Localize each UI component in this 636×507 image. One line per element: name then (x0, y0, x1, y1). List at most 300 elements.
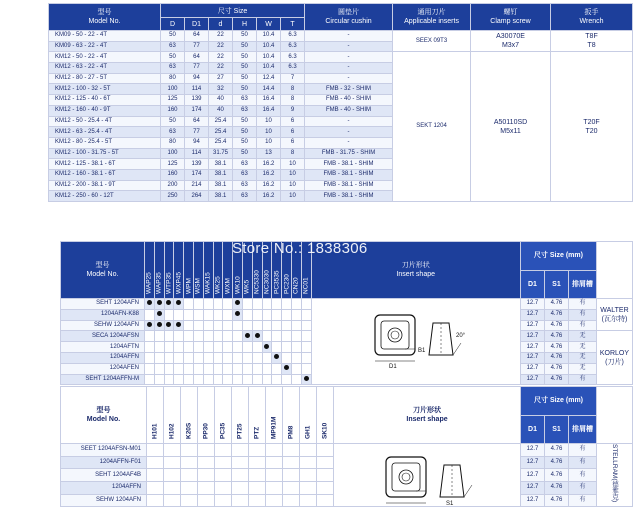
value-cell: 31.75 (209, 148, 233, 159)
grade-header (266, 387, 283, 444)
model-cell: KM12 - 80 - 27 - 5T (49, 73, 161, 84)
grade-cell (145, 309, 155, 320)
grade-cell (252, 374, 262, 385)
value-cell: 6.3 (281, 52, 305, 63)
grade-cell (203, 374, 213, 385)
grade-header (317, 387, 334, 444)
grade-cell (213, 374, 223, 385)
grade-cell (252, 309, 262, 320)
value-cell: 6.3 (281, 63, 305, 74)
grade-cell (282, 299, 292, 310)
value-cell: 160 (161, 169, 185, 180)
model-cell: KM12 - 100 - 31.75 - 5T (49, 148, 161, 159)
brand-walter: WALTER (瓦尔特) (596, 299, 632, 331)
d1-cell: 12.7 (520, 320, 544, 331)
grade-cell (213, 363, 223, 374)
grade-cell (262, 320, 272, 331)
model-cell: 1204AFEN (61, 363, 145, 374)
value-cell: 50 (161, 31, 185, 42)
value-cell: 10 (257, 127, 281, 138)
availability-dot (147, 322, 152, 327)
value-cell: 160 (161, 105, 185, 116)
grade-cell (213, 342, 223, 353)
size-header: 尺寸 Size (mm) D1 S1 排屑槽 (521, 387, 597, 444)
grade-cell (164, 309, 174, 320)
grade-cell (174, 342, 184, 353)
wrench-cell (551, 31, 633, 52)
grade-cell (242, 309, 252, 320)
value-cell: 25.4 (209, 137, 233, 148)
value-cell: 27 (209, 73, 233, 84)
clamp-screw-cell (471, 52, 551, 202)
grade-cell (283, 456, 300, 469)
grade-cell (203, 363, 213, 374)
availability-dot (235, 311, 240, 316)
value-cell: 8 (281, 95, 305, 106)
grade-cell (193, 374, 203, 385)
model-cell: 1204AFTN (61, 342, 145, 353)
value-cell: FMB - 40 - SHIM (305, 95, 393, 106)
model-cell: 1204AFFN-F01 (61, 456, 147, 469)
grade-cell (154, 363, 164, 374)
value-cell: 114 (185, 84, 209, 95)
screw-header: 螺钉 Clamp screw (471, 4, 551, 31)
model-cell: SEHT 1204AFN (61, 299, 145, 310)
grade-label: NC01 (302, 277, 310, 294)
grade-cell (291, 309, 301, 320)
availability-dot (157, 300, 162, 305)
grade-cell (164, 331, 174, 342)
model-cell: SEHW 1204AFN (61, 320, 145, 331)
value-cell: 40 (209, 95, 233, 106)
grade-cell (147, 469, 164, 482)
grade-cell (154, 331, 164, 342)
value-cell: FMB - 38.1 - SHIM (305, 159, 393, 170)
d1-cell: 12.7 (520, 331, 544, 342)
value-cell: 94 (185, 137, 209, 148)
wrench-secondary: T20 (585, 127, 598, 135)
grade-cell (301, 320, 311, 331)
grade-cell (301, 309, 311, 320)
grade-cell (242, 363, 252, 374)
brand-header (596, 242, 632, 299)
grade-cell (233, 299, 243, 310)
grade-label: WK25 (214, 276, 222, 294)
screw-part-no: A30070E (496, 33, 525, 41)
grade-cell (249, 494, 266, 507)
grade-label: PC35 (219, 422, 227, 439)
grade-cell (223, 352, 233, 363)
value-cell: 77 (185, 63, 209, 74)
value-cell: 50 (233, 127, 257, 138)
value-cell: 50 (233, 31, 257, 42)
grade-cell (145, 374, 155, 385)
table-row (61, 299, 633, 310)
grade-cell (203, 331, 213, 342)
grade-cell (145, 331, 155, 342)
s1-cell: 4.76 (545, 456, 569, 469)
model-cell: KM12 - 125 - 40 - 6T (49, 95, 161, 106)
model-cell: SECA 1204AFSN (61, 331, 145, 342)
model-cell: KM12 - 80 - 25.4 - 5T (49, 137, 161, 148)
table-row (49, 31, 633, 42)
grade-cell (181, 456, 198, 469)
d1-cell: 12.7 (521, 481, 545, 494)
value-cell: 63 (233, 180, 257, 191)
grade-cell (193, 363, 203, 374)
grade-cell (184, 331, 194, 342)
grade-cell (252, 320, 262, 331)
value-cell: 6 (281, 137, 305, 148)
grade-cell (184, 342, 194, 353)
model-cell: KM12 - 100 - 32 - 5T (49, 84, 161, 95)
grade-cell (154, 352, 164, 363)
value-cell: 16.2 (257, 159, 281, 170)
value-cell: 7 (281, 73, 305, 84)
grade-cell (291, 299, 301, 310)
grade-cell (184, 352, 194, 363)
grade-header (181, 387, 198, 444)
value-cell: 100 (161, 148, 185, 159)
value-cell: 50 (233, 137, 257, 148)
availability-dot (166, 322, 171, 327)
grade-cell (174, 299, 184, 310)
grade-cell (252, 299, 262, 310)
s1-cell: 4.76 (545, 494, 569, 507)
value-cell: 16.2 (257, 180, 281, 191)
s1-cell: 4.76 (544, 374, 568, 385)
value-cell: 64 (185, 116, 209, 127)
value-cell: 80 (161, 73, 185, 84)
chip-cell: 有 (569, 481, 597, 494)
grade-cell (164, 342, 174, 353)
insert-shape-header: 刀片形状 Insert shape (311, 242, 520, 299)
value-cell: 50 (233, 84, 257, 95)
grade-cell (213, 331, 223, 342)
grade-cell (249, 456, 266, 469)
grade-cell (317, 494, 334, 507)
value-cell: 63 (161, 63, 185, 74)
value-cell: 22 (209, 52, 233, 63)
grade-cell (282, 352, 292, 363)
value-cell: 264 (185, 191, 209, 202)
availability-dot (176, 322, 181, 327)
grade-cell (232, 481, 249, 494)
grade-cell (154, 309, 164, 320)
value-cell: 125 (161, 159, 185, 170)
model-header: 型号 Model No. (61, 387, 147, 444)
s1-cell: 4.76 (545, 481, 569, 494)
grade-cell (317, 481, 334, 494)
d1-header: D1 (521, 271, 545, 298)
grade-cell (272, 320, 282, 331)
availability-dot (157, 322, 162, 327)
value-cell: 16.4 (257, 95, 281, 106)
grade-label: NC3030 (263, 270, 271, 294)
grade-cell (282, 363, 292, 374)
chip-cell: 无 (568, 352, 596, 363)
chip-cell: 有 (569, 469, 597, 482)
grade-cell (193, 309, 203, 320)
value-cell: 94 (185, 73, 209, 84)
applicable-insert-cell: SEKT 1204 (393, 52, 471, 202)
grade-cell (291, 331, 301, 342)
grade-cell (145, 363, 155, 374)
value-cell: - (305, 41, 393, 52)
value-cell: 22 (209, 31, 233, 42)
chip-cell: 有 (568, 299, 596, 310)
model-cell: KM12 - 63 - 22 - 4T (49, 63, 161, 74)
grade-label: WXP45 (175, 271, 183, 294)
grade-cell (181, 494, 198, 507)
grade-cell (262, 309, 272, 320)
value-cell: 77 (185, 127, 209, 138)
d1-cell: 12.7 (521, 494, 545, 507)
grade-label: CN20 (292, 277, 300, 294)
value-cell: FMB - 38.1 - SHIM (305, 169, 393, 180)
grade-label: WXM (224, 278, 232, 294)
s1-header: S1 (545, 416, 569, 443)
model-cell: 1204AFN-K88 (61, 309, 145, 320)
grade-cell (164, 444, 181, 457)
dim-h-header: H (233, 18, 257, 31)
grade-label: WTP35 (165, 272, 173, 294)
grade-cell (266, 494, 283, 507)
grade-cell (232, 469, 249, 482)
grade-cell (164, 456, 181, 469)
brand-header (597, 387, 633, 444)
grade-cell (300, 456, 317, 469)
value-cell: 13 (257, 148, 281, 159)
wrench-primary: T20F (583, 118, 600, 126)
d1-cell: 12.7 (520, 342, 544, 353)
grade-label: SK10 (321, 422, 329, 439)
grade-cell (184, 363, 194, 374)
grade-label: NC5330 (253, 270, 261, 294)
model-cell: KM12 - 50 - 22 - 4T (49, 52, 161, 63)
d1-cell: 12.7 (520, 309, 544, 320)
grade-cell (164, 352, 174, 363)
grade-header (174, 242, 184, 299)
value-cell: 63 (161, 127, 185, 138)
model-cell: SEHT 1204AF4B (61, 469, 147, 482)
grade-cell (301, 299, 311, 310)
grade-cell (147, 481, 164, 494)
grade-cell (317, 469, 334, 482)
grade-cell (252, 342, 262, 353)
grade-cell (203, 320, 213, 331)
value-cell: 10.4 (257, 52, 281, 63)
grade-cell (282, 331, 292, 342)
grade-cell (262, 352, 272, 363)
chip-cell: 有 (568, 320, 596, 331)
availability-dot (304, 376, 309, 381)
value-cell: 22 (209, 63, 233, 74)
s1-cell: 4.76 (544, 299, 568, 310)
value-cell: 10 (257, 137, 281, 148)
grade-cell (282, 320, 292, 331)
value-cell: 6.3 (281, 41, 305, 52)
value-cell: 10 (281, 159, 305, 170)
model-cell: SEHW 1204AFN (61, 494, 147, 507)
grade-cell (223, 309, 233, 320)
grade-cell (193, 320, 203, 331)
value-cell: 32 (209, 84, 233, 95)
grade-cell (181, 481, 198, 494)
grade-cell (198, 469, 215, 482)
grade-header (232, 387, 249, 444)
grade-cell (164, 469, 181, 482)
value-cell: 8 (281, 84, 305, 95)
grade-cell (272, 342, 282, 353)
applicable-insert-cell: SEEX 09T3 (393, 31, 471, 52)
availability-dot (255, 333, 260, 338)
grade-cell (164, 374, 174, 385)
grade-cell (154, 299, 164, 310)
availability-dot (284, 365, 289, 370)
grade-label: PP30 (202, 423, 210, 439)
grade-cell (262, 299, 272, 310)
grade-cell (262, 363, 272, 374)
grade-cell (272, 309, 282, 320)
value-cell: 9 (281, 105, 305, 116)
d1-cell: 12.7 (520, 374, 544, 385)
value-cell: 10.4 (257, 63, 281, 74)
grade-cell (233, 363, 243, 374)
grade-cell (213, 299, 223, 310)
grade-cell (242, 342, 252, 353)
grade-header (300, 387, 317, 444)
screw-size: M5x11 (500, 127, 521, 135)
grade-cell (215, 444, 232, 457)
screw-part-no: A50110SD (493, 118, 528, 126)
availability-dot (264, 344, 269, 349)
grade-cell (232, 456, 249, 469)
value-cell: 50 (161, 52, 185, 63)
grade-label: PC3535 (273, 270, 281, 294)
grade-cell (193, 331, 203, 342)
value-cell: 22 (209, 41, 233, 52)
grade-cell (145, 352, 155, 363)
grade-cell (301, 331, 311, 342)
grade-cell (184, 299, 194, 310)
grade-header (145, 242, 155, 299)
value-cell: 16.4 (257, 105, 281, 116)
grade-label: H102 (168, 423, 176, 439)
grade-cell (147, 456, 164, 469)
s1-cell: 4.76 (544, 331, 568, 342)
grade-cell (181, 444, 198, 457)
grade-cell (193, 342, 203, 353)
value-cell: - (305, 52, 393, 63)
grade-cell (233, 331, 243, 342)
grade-cell (193, 299, 203, 310)
grade-cell (223, 299, 233, 310)
value-cell: FMB - 31.75 - SHIM (305, 148, 393, 159)
grade-label: WK5 (243, 279, 251, 294)
grade-cell (145, 342, 155, 353)
grade-label: WAP25 (145, 272, 153, 294)
grade-cell (262, 331, 272, 342)
value-cell: - (305, 116, 393, 127)
value-cell: 139 (185, 159, 209, 170)
grade-cell (242, 320, 252, 331)
grade-cell (232, 444, 249, 457)
value-cell: 6 (281, 116, 305, 127)
grade-cell (266, 469, 283, 482)
dim-d-small-header: d (209, 18, 233, 31)
grade-cell (282, 309, 292, 320)
s1-cell: 4.76 (544, 342, 568, 353)
chip-cell: 无 (568, 342, 596, 353)
stellram-insert-table (60, 386, 633, 507)
grade-label: GH1 (304, 425, 312, 439)
chip-cell: 有 (569, 494, 597, 507)
grade-cell (145, 299, 155, 310)
value-cell: 8 (281, 148, 305, 159)
d1-cell: 12.7 (520, 352, 544, 363)
brand-korloy: KORLOY (刀片) (596, 331, 632, 385)
dim-d1-header: D1 (185, 18, 209, 31)
wrench-cell (551, 52, 633, 202)
value-cell: 64 (185, 31, 209, 42)
grade-cell (213, 320, 223, 331)
wrench-primary: T8F (585, 33, 598, 41)
d1-cell: 12.7 (520, 363, 544, 374)
grade-label: WAK15 (204, 272, 212, 294)
grade-cell (233, 342, 243, 353)
value-cell: 139 (185, 95, 209, 106)
value-cell: FMB - 32 - SHIM (305, 84, 393, 95)
grade-header (215, 387, 232, 444)
grade-cell (215, 481, 232, 494)
d1-dim-label: D1 (388, 363, 397, 370)
value-cell: 214 (185, 180, 209, 191)
value-cell: FMB - 38.1 - SHIM (305, 191, 393, 202)
grade-cell (301, 352, 311, 363)
s1-dim-label: S1 (446, 501, 454, 507)
grade-cell (266, 456, 283, 469)
grade-cell (242, 352, 252, 363)
chip-cell: 有 (568, 309, 596, 320)
grade-cell (154, 374, 164, 385)
model-cell: SEHT 1204AFFN-M (61, 374, 145, 385)
grade-cell (184, 374, 194, 385)
grade-cell (147, 444, 164, 457)
value-cell: 25.4 (209, 127, 233, 138)
grade-cell (215, 456, 232, 469)
grade-cell (272, 299, 282, 310)
grade-label: PTZ (253, 426, 261, 439)
value-cell: 38.1 (209, 191, 233, 202)
grade-cell (317, 456, 334, 469)
d1-cell: 12.7 (521, 469, 545, 482)
grade-header (198, 387, 215, 444)
grade-cell (242, 374, 252, 385)
grade-cell (266, 481, 283, 494)
grade-label: WK10 (234, 276, 242, 294)
grade-cell (249, 469, 266, 482)
grade-cell (317, 444, 334, 457)
grade-cell (300, 494, 317, 507)
chip-cell: 有 (568, 374, 596, 385)
s1-cell: 4.76 (545, 469, 569, 482)
model-cell: KM12 - 160 - 38.1 - 6T (49, 169, 161, 180)
s1-cell: 4.76 (544, 352, 568, 363)
grade-cell (184, 320, 194, 331)
grade-cell (262, 374, 272, 385)
value-cell: 50 (233, 63, 257, 74)
